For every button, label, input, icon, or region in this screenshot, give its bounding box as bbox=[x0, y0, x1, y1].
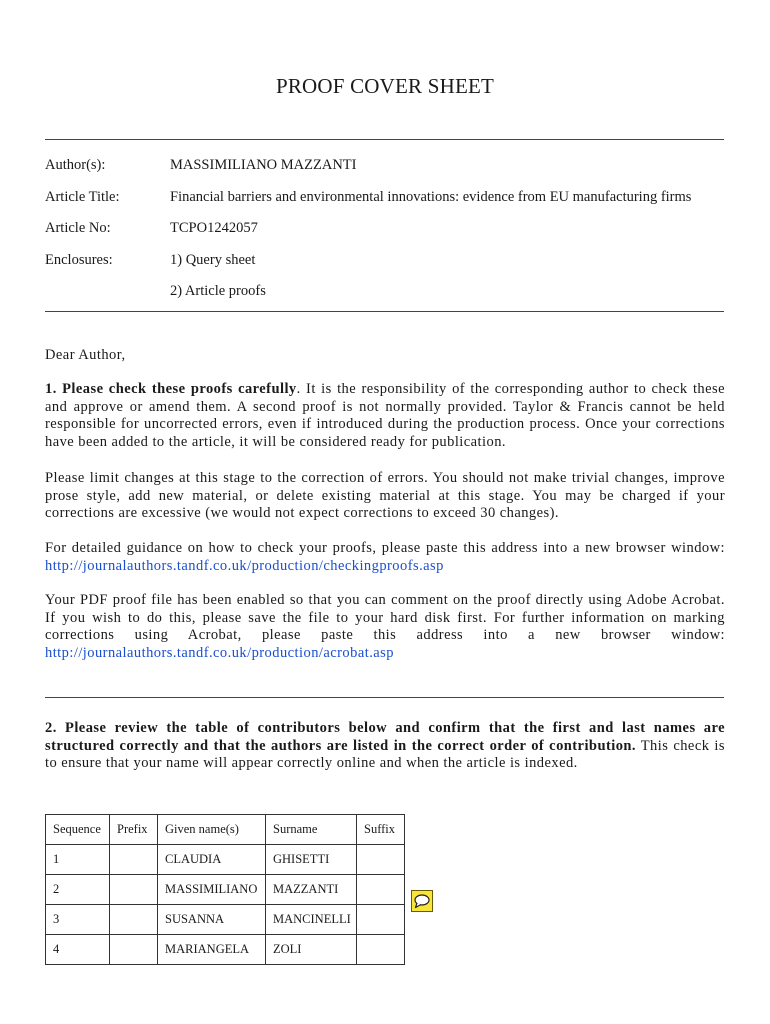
table-row bbox=[46, 935, 405, 965]
header-prefix: Prefix bbox=[110, 815, 158, 845]
page-title: PROOF COVER SHEET bbox=[275, 74, 495, 98]
cell-suffix bbox=[357, 905, 405, 935]
enclosure-2: 2) Article proofs bbox=[170, 283, 266, 299]
cell-surname: MANCINELLI bbox=[266, 905, 357, 935]
header-suffix: Suffix bbox=[357, 815, 405, 845]
paragraph-limit-changes: Please limit changes at this stage to the correction of errors. You should not make trivial changes, improve prose style, add new material, or delete existing material at this stage. You may be charged if your corrections are excessive (we would not expect corrections to exceed 30 changes). bbox=[45, 470, 725, 522]
paragraph-contributors bbox=[45, 720, 725, 773]
table-row bbox=[46, 905, 405, 935]
cell-given: MASSIMILIANO bbox=[158, 875, 266, 905]
article-no-label: Article No: bbox=[45, 220, 111, 236]
paragraph-guidance-text: For detailed guidance on how to check your proofs, please paste this address into a new browser window: bbox=[45, 540, 725, 556]
cell-suffix bbox=[357, 875, 405, 905]
cell-surname: GHISETTI bbox=[266, 845, 357, 875]
table-row bbox=[46, 845, 405, 875]
cell-prefix bbox=[110, 875, 158, 905]
paragraph-acrobat bbox=[45, 592, 725, 663]
cell-prefix bbox=[110, 935, 158, 965]
divider-top bbox=[45, 139, 724, 140]
cell-surname: ZOLI bbox=[266, 935, 357, 965]
cell-sequence: 2 bbox=[46, 875, 110, 905]
cell-given: MARIANGELA bbox=[158, 935, 266, 965]
cell-suffix bbox=[357, 845, 405, 875]
header-surname: Surname bbox=[266, 815, 357, 845]
cell-sequence: 1 bbox=[46, 845, 110, 875]
cell-sequence: 4 bbox=[46, 935, 110, 965]
article-no-value: TCPO1242057 bbox=[170, 220, 258, 236]
paragraph-check-proofs-text: . It is the responsibility of the corresponding author to check these and approve or amend them. A second proof is not normally provided. Taylor & Francis cannot be held responsible for uncorrected errors, even if introduced during the production process. Once your corrections have been added to the article, it will be considered ready for publication. bbox=[45, 381, 725, 451]
cell-given: SUSANNA bbox=[158, 905, 266, 935]
table-header-row bbox=[46, 815, 405, 845]
authors-value: MASSIMILIANO MAZZANTI bbox=[170, 157, 357, 173]
cell-prefix bbox=[110, 905, 158, 935]
salutation: Dear Author, bbox=[45, 347, 126, 363]
cell-given: CLAUDIA bbox=[158, 845, 266, 875]
paragraph-contributors-text: This check is to ensure that your name will appear correctly online and when the article is indexed. bbox=[45, 737, 725, 772]
article-title-label: Article Title: bbox=[45, 189, 120, 205]
contributors-table bbox=[45, 814, 405, 965]
speech-bubble-icon bbox=[412, 891, 432, 911]
header-given-names: Given name(s) bbox=[158, 815, 266, 845]
cell-sequence: 3 bbox=[46, 905, 110, 935]
cell-prefix bbox=[110, 845, 158, 875]
authors-label: Author(s): bbox=[45, 157, 106, 173]
paragraph-guidance bbox=[45, 540, 725, 575]
divider-section-2 bbox=[45, 697, 724, 698]
article-title-value: Financial barriers and environmental innovations: evidence from EU manufacturing firms bbox=[170, 189, 692, 205]
checking-proofs-link[interactable]: http://journalauthors.tandf.co.uk/production/checkingproofs.asp bbox=[45, 557, 444, 574]
divider-meta bbox=[45, 311, 724, 312]
cell-suffix bbox=[357, 935, 405, 965]
table-row bbox=[46, 875, 405, 905]
paragraph-acrobat-text: Your PDF proof file has been enabled so that you can comment on the proof directly using Adobe Acrobat. If you wish to do this, please save the file to your hard disk first. For further information on marking corrections using Acrobat, please paste this address into a new browser window: bbox=[45, 592, 725, 644]
enclosures-label: Enclosures: bbox=[45, 252, 113, 268]
cell-surname: MAZZANTI bbox=[266, 875, 357, 905]
paragraph-contributors-bold: 2. Please review the table of contributors below and confirm that the first and last names are structured correctly and that the authors are listed in the correct order of contribution. bbox=[45, 720, 725, 754]
paragraph-check-proofs bbox=[45, 381, 725, 452]
comment-icon[interactable] bbox=[411, 890, 433, 912]
paragraph-check-proofs-bold: 1. Please check these proofs carefully bbox=[45, 381, 297, 397]
header-sequence: Sequence bbox=[46, 815, 110, 845]
acrobat-link[interactable]: http://journalauthors.tandf.co.uk/production/acrobat.asp bbox=[45, 645, 394, 662]
enclosure-1: 1) Query sheet bbox=[170, 252, 256, 268]
